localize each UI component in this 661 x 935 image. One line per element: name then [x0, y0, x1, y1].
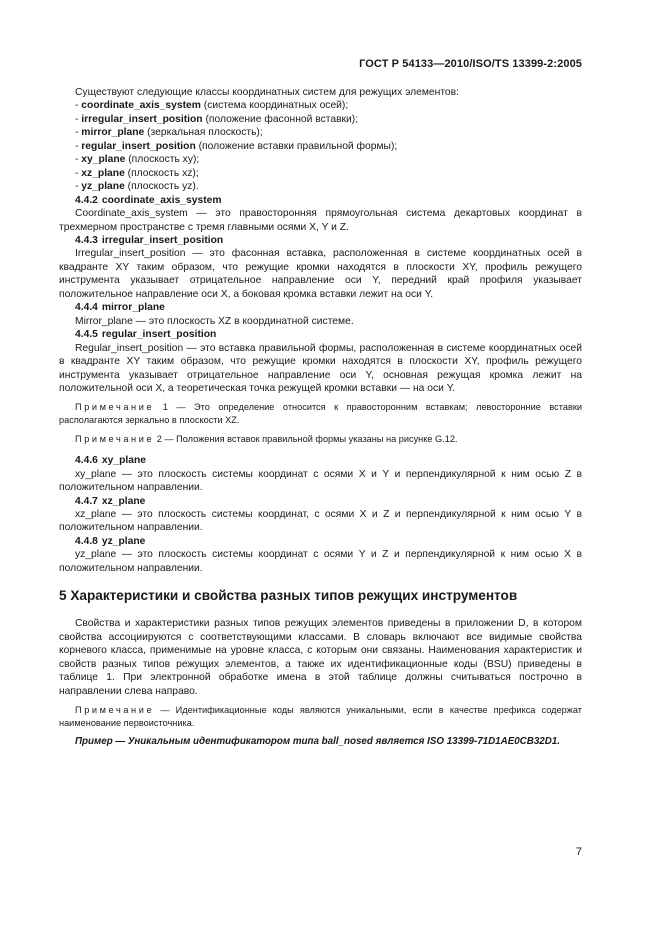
intro-paragraph: Существуют следующие классы координатных систем для режущих элементов: [75, 87, 459, 98]
subsection-heading [59, 328, 582, 341]
class-list [59, 99, 582, 193]
subsection-number: 4.4.2 [75, 194, 98, 206]
subsection-text: xz_plane — это плоскость системы координат, с осями X и Z и перпендикулярной к ним осью Y в положительном направлении. [59, 509, 582, 534]
subsection-number: 4.4.6 [75, 455, 98, 467]
note-1 [59, 401, 582, 426]
note-2 [59, 433, 582, 446]
page-body [59, 86, 582, 749]
subsection-title: coordinate_axis_system [101, 194, 222, 206]
class-name: irregular_insert_position [81, 113, 203, 125]
class-description: (положение фасонной вставки); [202, 113, 359, 125]
subsections-a [59, 194, 582, 396]
subsection-title: xz_plane [101, 495, 146, 507]
subsection-title: irregular_insert_position [101, 234, 224, 246]
class-description: (плоскость xz); [124, 167, 199, 179]
note-2-text: 2 — Положения вставок правильной формы указаны на рисунке G.12. [154, 433, 458, 444]
class-list-item: - xy_plane (плоскость xy); [75, 154, 200, 166]
subsection-number: 4.4.3 [75, 234, 98, 246]
subsections-b [59, 454, 582, 575]
note-1-label: Примечание [75, 402, 155, 413]
class-description: (система координатных осей); [200, 100, 349, 112]
subsection-title: regular_insert_position [101, 329, 217, 341]
class-name: regular_insert_position [81, 140, 196, 152]
note-3-label: Примечание [75, 705, 155, 715]
note-3 [59, 704, 582, 729]
subsection-text: yz_plane — это плоскость системы координат с осями Y и Z и перпендикулярной к ним осью X в положительном направлении. [59, 549, 582, 574]
class-name: coordinate_axis_system [81, 100, 201, 112]
subsection-heading [59, 301, 582, 314]
class-list-item: - irregular_insert_position (положение фасонной вставки); [75, 113, 359, 125]
subsection-text: Regular_insert_position — это вставка правильной формы, расположенная в системе координатных осей в квадранте XY таким образом, что режущие кромки находятся в плоскости XY, профиль режущего инструмента указывает отрицательное направление оси Y, основная режущая кромка лежит на положительной оси X, а теоретическая точка режущей кромки вставки — на оси Y. [59, 342, 582, 394]
note-1-text: 1 — Это определение относится к правосторонним вставкам; левосторонние вставки располагаются зеркально в плоскости XZ. [59, 402, 582, 426]
section-5-heading: 5 Характеристики и свойства разных типов режущих инструментов [59, 588, 518, 604]
subsection-number: 4.4.7 [75, 495, 98, 507]
subsection-heading [59, 495, 582, 508]
subsection-number: 4.4.4 [75, 302, 98, 314]
class-list-item: - yz_plane (плоскость yz). [75, 181, 199, 193]
document-header: ГОСТ Р 54133—2010/ISO/TS 13399-2:2005 [359, 58, 582, 70]
class-name: xz_plane [81, 167, 125, 179]
subsection-text: Irregular_insert_position — это фасонная вставка, расположенная в системе координатных осей в квадранте XY таким образом, что режущие кромки находятся в плоскости XY, профиль режущего инструмента указывает отрицательное направление оси Y, передний край профиля указывает положительное направление оси X, а боковая кромка вставки лежит на оси Y. [59, 248, 582, 300]
class-name: mirror_plane [81, 127, 145, 139]
subsection-heading [59, 454, 582, 467]
class-list-item: - mirror_plane (зеркальная плоскость); [75, 127, 263, 139]
class-name: yz_plane [81, 181, 125, 193]
subsection-number: 4.4.5 [75, 329, 98, 341]
note-3-text: — Идентификационные коды являются уникальными, если в качестве префикса содержат наименование первоисточника. [59, 705, 582, 728]
subsection-title: yz_plane [101, 535, 146, 547]
subsection-text: Coordinate_axis_system — это правосторонняя прямоугольная система декартовых координат в трехмерном пространстве с тремя главными осями X, Y и Z. [59, 208, 582, 233]
subsection-heading [59, 535, 582, 548]
subsection-title: mirror_plane [101, 302, 165, 314]
note-2-label: Примечание [75, 433, 155, 444]
example-line: Пример — Уникальным идентификатором типа ball_nosed является ISO 13399-71D1AE0CB32D1. [75, 736, 560, 748]
class-name: xy_plane [81, 154, 126, 166]
subsection-text: Mirror_plane — это плоскость XZ в координатной системе. [75, 315, 354, 327]
class-description: (зеркальная плоскость); [144, 127, 263, 139]
page-number: 7 [575, 846, 582, 858]
subsection-heading [59, 234, 582, 247]
subsection-text: xy_plane — это плоскость системы координат с осями X и Y и перпендикулярной к ним осью Z в положительном направлении. [59, 468, 582, 494]
section-5-paragraph: Свойства и характеристики разных типов режущих элементов приведены в приложении D, в котором свойства ассоциируются с соответствующими классами. В словарь включают все видимые свойства корневого класса, применимые на уровне класса, с которым они связаны. Наименования характеристик и свойств разных типов режущих элементов, а также их идентификационные коды (BSU) приведены в таблице 1. При электронной обработке имена в этой таблице должны считываться построчно в направлении слева направо. [59, 618, 582, 697]
subsection-number: 4.4.8 [75, 535, 98, 547]
class-description: (плоскость xy); [125, 154, 200, 166]
subsection-heading [59, 194, 582, 207]
subsection-title: xy_plane [101, 455, 146, 467]
class-description: (плоскость yz). [124, 181, 199, 193]
class-list-item: - xz_plane (плоскость xz); [75, 167, 199, 179]
class-description: (положение вставки правильной формы); [195, 140, 398, 152]
class-list-item: - regular_insert_position (положение вставки правильной формы); [75, 140, 398, 152]
class-list-item: - coordinate_axis_system (система координатных осей); [75, 100, 349, 112]
